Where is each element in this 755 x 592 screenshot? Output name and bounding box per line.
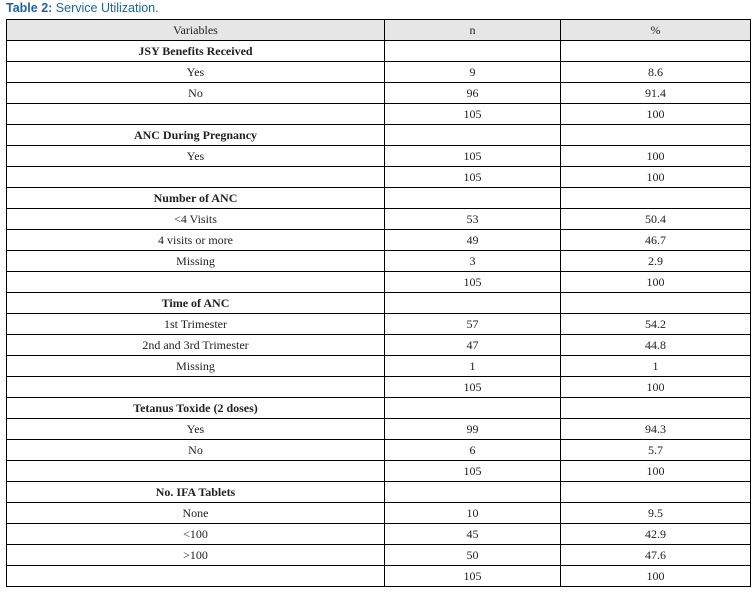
total-row bbox=[7, 272, 751, 293]
percent-cell: 100 bbox=[561, 167, 751, 188]
variable-cell bbox=[7, 461, 385, 482]
n-cell: 49 bbox=[385, 230, 561, 251]
percent-cell: 100 bbox=[561, 461, 751, 482]
header-n: n bbox=[385, 20, 561, 41]
variable-cell: <100 bbox=[7, 524, 385, 545]
variable-cell bbox=[7, 272, 385, 293]
variable-cell: 4 visits or more bbox=[7, 230, 385, 251]
percent-cell: 100 bbox=[561, 566, 751, 587]
n-cell: 47 bbox=[385, 335, 561, 356]
variable-cell: 1st Trimester bbox=[7, 314, 385, 335]
n-cell: 3 bbox=[385, 251, 561, 272]
percent-cell: 50.4 bbox=[561, 209, 751, 230]
percent-cell: 44.8 bbox=[561, 335, 751, 356]
table-row bbox=[7, 314, 751, 335]
n-cell: 96 bbox=[385, 83, 561, 104]
n-cell bbox=[385, 125, 561, 146]
table-row bbox=[7, 356, 751, 377]
n-cell: 105 bbox=[385, 146, 561, 167]
variable-cell: Number of ANC bbox=[7, 188, 385, 209]
percent-cell: 42.9 bbox=[561, 524, 751, 545]
variable-cell: None bbox=[7, 503, 385, 524]
table-header-row bbox=[7, 20, 751, 41]
table-row bbox=[7, 335, 751, 356]
table-row bbox=[7, 209, 751, 230]
total-row bbox=[7, 377, 751, 398]
n-cell: 105 bbox=[385, 377, 561, 398]
table-row bbox=[7, 545, 751, 566]
table-caption-label: Table 2: bbox=[6, 1, 53, 15]
percent-cell bbox=[561, 41, 751, 62]
variable-cell: Yes bbox=[7, 62, 385, 83]
table-row bbox=[7, 62, 751, 83]
variable-cell: No bbox=[7, 83, 385, 104]
percent-cell bbox=[561, 398, 751, 419]
n-cell: 105 bbox=[385, 272, 561, 293]
total-row bbox=[7, 461, 751, 482]
n-cell: 105 bbox=[385, 566, 561, 587]
total-row bbox=[7, 104, 751, 125]
n-cell bbox=[385, 482, 561, 503]
n-cell bbox=[385, 41, 561, 62]
n-cell: 105 bbox=[385, 104, 561, 125]
table-row bbox=[7, 503, 751, 524]
variable-cell bbox=[7, 167, 385, 188]
section-row bbox=[7, 125, 751, 146]
table-row bbox=[7, 419, 751, 440]
variable-cell bbox=[7, 104, 385, 125]
n-cell: 105 bbox=[385, 167, 561, 188]
variable-cell: No. IFA Tablets bbox=[7, 482, 385, 503]
percent-cell: 8.6 bbox=[561, 62, 751, 83]
n-cell bbox=[385, 398, 561, 419]
variable-cell: JSY Benefits Received bbox=[7, 41, 385, 62]
table-caption bbox=[6, 1, 159, 15]
percent-cell: 9.5 bbox=[561, 503, 751, 524]
variable-cell: No bbox=[7, 440, 385, 461]
n-cell: 10 bbox=[385, 503, 561, 524]
variable-cell: 2nd and 3rd Trimester bbox=[7, 335, 385, 356]
percent-cell: 100 bbox=[561, 272, 751, 293]
total-row bbox=[7, 167, 751, 188]
table-row bbox=[7, 83, 751, 104]
table-row bbox=[7, 524, 751, 545]
n-cell bbox=[385, 188, 561, 209]
n-cell: 99 bbox=[385, 419, 561, 440]
header-percent: % bbox=[561, 20, 751, 41]
percent-cell: 1 bbox=[561, 356, 751, 377]
table-row bbox=[7, 251, 751, 272]
variable-cell: >100 bbox=[7, 545, 385, 566]
table-row bbox=[7, 146, 751, 167]
percent-cell: 100 bbox=[561, 146, 751, 167]
variable-cell: Missing bbox=[7, 251, 385, 272]
header-variables: Variables bbox=[7, 20, 385, 41]
percent-cell: 91.4 bbox=[561, 83, 751, 104]
variable-cell: ANC During Pregnancy bbox=[7, 125, 385, 146]
section-row bbox=[7, 293, 751, 314]
section-row bbox=[7, 398, 751, 419]
variable-cell: Yes bbox=[7, 146, 385, 167]
percent-cell: 46.7 bbox=[561, 230, 751, 251]
percent-cell: 47.6 bbox=[561, 545, 751, 566]
variable-cell: Time of ANC bbox=[7, 293, 385, 314]
section-row bbox=[7, 41, 751, 62]
percent-cell: 100 bbox=[561, 104, 751, 125]
percent-cell bbox=[561, 293, 751, 314]
service-utilization-table bbox=[6, 19, 751, 587]
n-cell: 53 bbox=[385, 209, 561, 230]
variable-cell: <4 Visits bbox=[7, 209, 385, 230]
n-cell: 9 bbox=[385, 62, 561, 83]
table-body bbox=[7, 41, 751, 587]
variable-cell: Tetanus Toxide (2 doses) bbox=[7, 398, 385, 419]
variable-cell: Missing bbox=[7, 356, 385, 377]
n-cell bbox=[385, 293, 561, 314]
variable-cell: Yes bbox=[7, 419, 385, 440]
n-cell: 57 bbox=[385, 314, 561, 335]
percent-cell: 5.7 bbox=[561, 440, 751, 461]
n-cell: 50 bbox=[385, 545, 561, 566]
percent-cell: 2.9 bbox=[561, 251, 751, 272]
percent-cell bbox=[561, 125, 751, 146]
n-cell: 1 bbox=[385, 356, 561, 377]
n-cell: 6 bbox=[385, 440, 561, 461]
table-row bbox=[7, 230, 751, 251]
variable-cell bbox=[7, 377, 385, 398]
table-caption-text: Service Utilization. bbox=[52, 1, 159, 15]
percent-cell: 94.3 bbox=[561, 419, 751, 440]
n-cell: 105 bbox=[385, 461, 561, 482]
total-row bbox=[7, 566, 751, 587]
table-row bbox=[7, 440, 751, 461]
percent-cell: 100 bbox=[561, 377, 751, 398]
percent-cell bbox=[561, 188, 751, 209]
percent-cell: 54.2 bbox=[561, 314, 751, 335]
section-row bbox=[7, 188, 751, 209]
percent-cell bbox=[561, 482, 751, 503]
section-row bbox=[7, 482, 751, 503]
n-cell: 45 bbox=[385, 524, 561, 545]
variable-cell bbox=[7, 566, 385, 587]
